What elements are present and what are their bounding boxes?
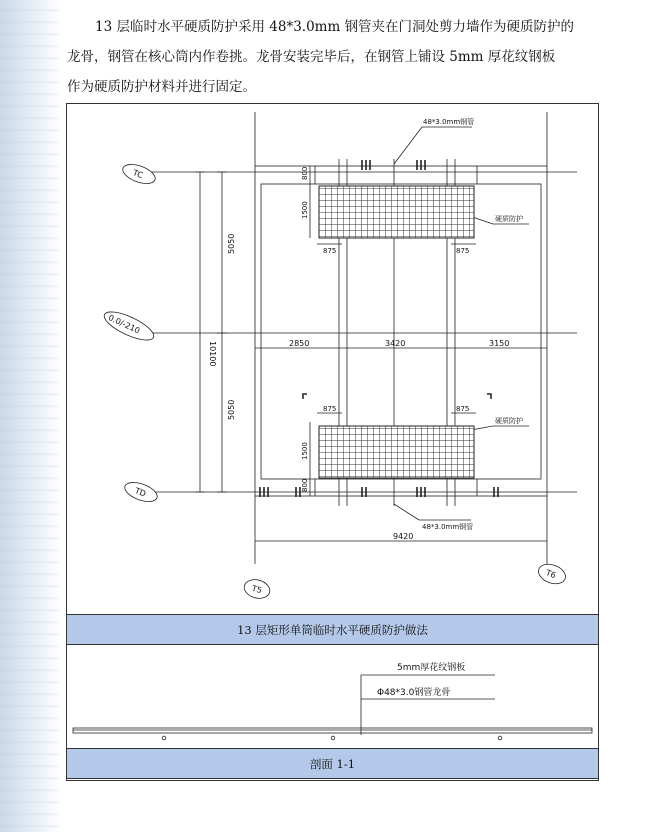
figure-caption-plan: 13 层矩形单筒临时水平硬质防护做法 xyxy=(67,614,598,645)
axis-t5-label: T5 xyxy=(250,583,263,596)
protection-grid-bottom xyxy=(319,426,474,478)
dim-5050-bottom: 5050 xyxy=(227,399,236,420)
axis-t6-label: T6 xyxy=(544,568,558,581)
dim-2850: 2850 xyxy=(289,339,310,348)
leader-pipe-top xyxy=(394,127,422,164)
dim-1500-top: 1500 xyxy=(301,201,309,219)
section-label-plate: 5mm厚花纹钢板 xyxy=(397,663,466,673)
background-strip-texture xyxy=(0,0,60,832)
dim-875-top-left: 875 xyxy=(323,247,337,255)
axis-tc-label: TC xyxy=(131,168,145,181)
dim-5050-top: 5050 xyxy=(227,233,236,254)
plan-drawing xyxy=(67,104,598,614)
section-pipe-2 xyxy=(331,736,335,740)
dim-875-top-right: 875 xyxy=(456,247,470,255)
pipe-label-bottom: 48*3.0mm钢管 xyxy=(422,523,474,531)
section-pipe-3 xyxy=(498,736,502,740)
section-pipe-1 xyxy=(162,736,166,740)
section-label-pipe: Φ48*3.0钢管龙骨 xyxy=(377,688,451,698)
dim-3420: 3420 xyxy=(385,339,406,348)
intro-paragraph xyxy=(67,12,607,102)
figure-caption-section: 剖面 1-1 xyxy=(67,748,598,779)
dim-3150: 3150 xyxy=(489,339,510,348)
dim-10100: 10100 xyxy=(208,341,217,367)
intro-line-1: 13 层临时水平硬质防护采用 48*3.0mm 钢管夹在门洞处剪力墙作为硬质防护的 xyxy=(95,19,575,35)
intro-line-2: 龙骨，钢管在核心筒内作卷挑。龙骨安装完毕后，在钢管上铺设 5mm 厚花纹钢板 xyxy=(67,49,556,65)
dim-875-bot-left: 875 xyxy=(323,405,337,413)
dim-1500-bottom: 1500 xyxy=(301,442,309,460)
intro-line-3: 作为硬质防护材料并进行固定。 xyxy=(67,79,256,95)
pipe-label-top: 48*3.0mm钢管 xyxy=(423,118,475,126)
section-plate xyxy=(73,728,592,733)
protect-label-bottom: 硬质防护 xyxy=(495,417,523,425)
dim-800-bottom: 800 xyxy=(301,478,309,492)
leader-pipe-bottom xyxy=(394,504,419,520)
axis-0-label: 0.0/-210 xyxy=(106,313,142,336)
dim-800-top: 800 xyxy=(301,166,309,180)
axis-td-label: TD xyxy=(133,486,148,499)
section-drawing xyxy=(67,645,598,747)
protect-label-top: 硬质防护 xyxy=(495,215,523,223)
protection-grid-top xyxy=(319,186,474,238)
dim-875-bot-right: 875 xyxy=(456,405,470,413)
dim-9420: 9420 xyxy=(393,532,414,541)
